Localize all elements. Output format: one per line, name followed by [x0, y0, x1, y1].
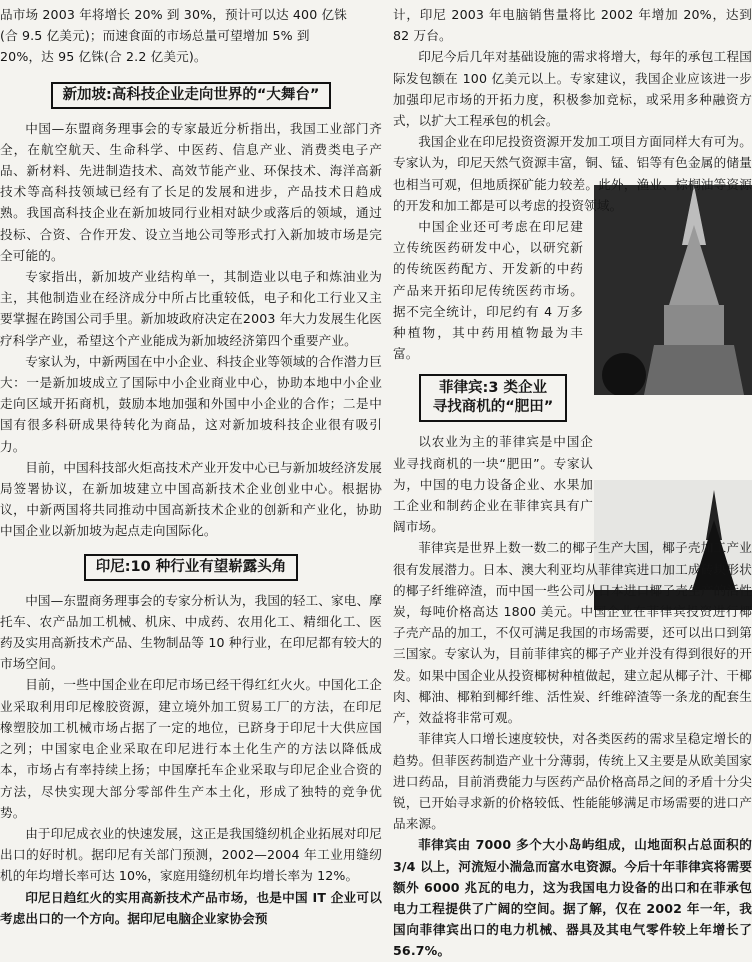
singapore-paragraph-3: 专家认为，中新两国在中小企业、科技企业等领域的合作潜力巨大：一是新加坡成立了国际中小企业商业中心，协助本地中小企业走向区域开拓商机，鼓励本地加强和外国中小企业的合作；二是中国有很多科研成果待转化为商品，这对新加坡科技企业很有吸引力。 — [0, 353, 383, 454]
right-column — [393, 0, 752, 958]
right-paragraph-4: 中国企业还可考虑在印尼建立传统医药研发中心，以研究新的传统医药配方、开发新的中药产品来开拓印尼传统医药市场。据不完全统计，印尼约有 4 万多种植物，其中药用植物最为丰富。 — [393, 219, 583, 362]
indonesia-paragraph-4: 印尼日趋红火的实用高新技术产品市场，也是中国 IT 企业可以考虑出口的一个方向。据印尼电脑企业家协会预 — [0, 889, 382, 926]
singapore-heading: 新加坡:高科技企业走向世界的“大舞台” — [51, 82, 332, 109]
indonesia-heading-wrap — [0, 554, 382, 581]
philippines-heading-line-2: 寻找商机的“肥田” — [432, 399, 554, 416]
philippines-heading-wrap — [393, 374, 593, 422]
intro-line-2: (合 9.5 亿美元)；而速食面的市场总量可望增加 5% 到 — [0, 28, 310, 44]
indonesia-heading: 印尼:10 种行业有望崭露头角 — [84, 554, 299, 581]
singapore-paragraph-4: 目前，中国科技部火炬高技术产业开发中心已与新加坡经济发展局签署协议，在新加坡建立中国高新技术企业创业中心。根据协议，中新两国将共同推动中国高新技术企业的创新和产业化，协助中国企业以新加坡为起点走向国际化。 — [0, 459, 383, 539]
singapore-heading-wrap — [0, 82, 382, 109]
indonesia-paragraph-1: 中国—东盟商务理事会的专家分析认为，我国的轻工、家电、摩托车、农产品加工机械、机床、中成药、农用化工、精细化工、医药及实用高新技术产品、生物制品等 10 种行业，在印尼都有较大的市场空间。 — [0, 592, 383, 672]
philippines-paragraph-4: 菲律宾由 7000 多个大小岛屿组成，山地面积占总面积的 3/4 以上，河流短小湍急而富水电资源。今后十年菲律宾将需要额外 6000 兆瓦的电力，这为我国电力设备的出口和在菲承包电力工程提供了广阔的空间。据了解，仅在 2002 年一年，我国向菲律宾出口的电力机械、器具及其电气零件较上年增长了 56.7%。 — [393, 837, 752, 959]
right-paragraph-3: 我国企业在印尼投资资源开发加工项目方面同样大有可为。专家认为，印尼天然气资源丰富，铜、锰、铝等有色金属的储量也相当可观，但地质探矿能力较差。此外，渔业、棕榈油等资源的开发和加工都是可以考虑的投资领域。 — [393, 134, 752, 213]
philippines-heading-line-1: 菲律宾:3 类企业 — [439, 380, 547, 397]
philippines-paragraph-3: 菲律宾人口增长速度较快，对各类医药的需求呈稳定增长的趋势。但菲医药制造产业十分薄弱，传统上又主要是从欧美国家进口药品，目前消费能力与医药产品价格高昂之间的矛盾十分尖锐，已开始寻求新的价格较低、性能能够满足市场需要的进口产品来源。 — [393, 731, 752, 832]
indonesia-paragraph-2: 目前，一些中国企业在印尼市场已经干得红红火火。中国化工企业采取利用印尼橡胶资源，建立境外加工贸易工厂的方法，在印尼橡塑胶加工机械市场占据了一定的地位，已跻身于印尼十大供应国之列；中国家电企业采取在印尼进行本土化生产的方法以降低成本，市场占有率持续上扬；中国摩托车企业采取与印尼企业合资的方法，尽快实现大部分零部件生产本土化，形成了独特的竞争优势。 — [0, 677, 383, 820]
philippines-heading — [419, 374, 568, 422]
right-paragraph-2: 印尼今后几年对基础设施的需求将增大，每年的承包工程国际发包额在 100 亿美元以上。专家建议，我国企业应该进一步加强印尼市场的开拓力度，积极参加竞标，或采用多种融资方式，以扩大工程承包的机会。 — [393, 49, 752, 129]
philippines-paragraph-2: 菲律宾是世界上数一数二的椰子生产大国，椰子壳加工产业很有发展潜力。日本、澳大利亚均从菲律宾进口加工成砖块形状的椰子纤维碎渣，而中国一些公司从日本进口椰子壳生产的活性炭，每吨价格高达 1800 美元。中国企业在菲律宾投资进行椰子壳产品的加工，不仅可满足我国的市场需要，还可以出口到第三国家。专家认为，目前菲律宾的椰子产业并没有得到很好的开发。如果中国企业从投资椰树种植做起，建立起从椰子汁、干椰肉、椰油、椰粕到椰纤维、活性炭、纤维碎渣等一条龙的配套生产，效益将非常可观。 — [393, 540, 752, 726]
right-paragraph-1: 计，印尼 2003 年电脑销售量将比 2002 年增加 20%，达到 82 万台。 — [393, 7, 752, 44]
intro-line-1: 品市场 2003 年将增长 20% 到 30%，预计可以达 400 亿铢 — [0, 7, 347, 22]
singapore-paragraph-2: 专家指出，新加坡产业结构单一，其制造业以电子和炼油业为主，其他制造业在经济成分中所占比重较低，电子和化工行业又主要掌握在跨国公司手里。新加坡政府决定在2003 年大力发展生化医疗科学产业，希望这个产业能成为新加坡经济第四个重要产业。 — [0, 269, 382, 348]
singapore-paragraph-1: 中国—东盟商务理事会的专家最近分析指出，我国工业部门齐全，在航空航天、生命科学、中医药、信息产业、消费类电子产品、新材料、先进制造技术、高效节能产业、环保技术、海洋高新技术等高科技领域已经有了长足的发展和进步，产品技术日趋成熟。我国高科技企业在新加坡同行业相对缺少或落后的领域，通过投标、合资、合作开发、设立当地公司等形式打入新加坡市场是完全可能的。 — [0, 120, 382, 263]
philippines-paragraph-1: 以农业为主的菲律宾是中国企业寻找商机的一块“肥田”。专家认为，中国的电力设备企业、水果加工企业和制药企业在菲律宾具有广阔市场。 — [393, 434, 593, 535]
indonesia-paragraph-3: 由于印尼成衣业的快速发展，这正是我国缝纫机企业拓展对印尼出口的好时机。据印尼有关部门预测，2002—2004 年工业用缝纫机的年均增长率可达 10%，家庭用缝纫机年均增长率为 12%。 — [0, 825, 383, 884]
intro-line-3: 20%，达 95 亿铢(合 2.2 亿美元)。 — [0, 49, 207, 65]
